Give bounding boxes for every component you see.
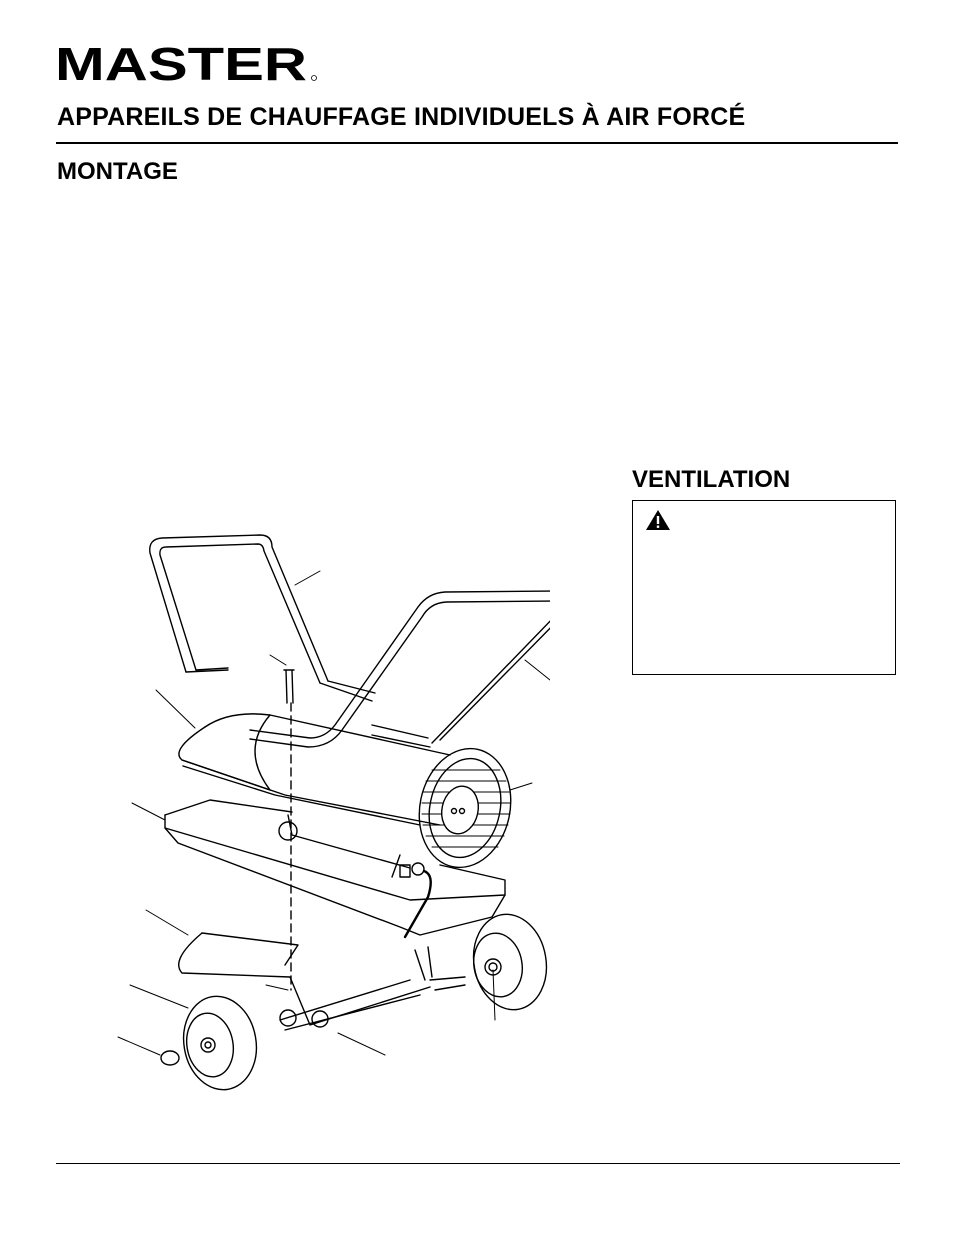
master-logo-mark [55, 40, 320, 86]
hub-cap [161, 1051, 179, 1065]
base-frame [179, 933, 465, 1030]
rear-handle [150, 535, 375, 701]
svg-text:MASTER: MASTER [55, 40, 307, 86]
footer-divider [56, 1163, 900, 1164]
master-logo [55, 40, 320, 86]
front-handle [250, 591, 550, 747]
right-wheel [466, 908, 550, 1015]
header-divider [56, 142, 898, 144]
heater-assembly-illustration [110, 525, 550, 1095]
warning-box [632, 500, 896, 675]
bolt [284, 670, 294, 703]
left-wheel [176, 990, 263, 1095]
callout-leaders [118, 571, 550, 1055]
warning-triangle-icon [645, 509, 671, 531]
section-heading-montage: MONTAGE [57, 158, 178, 185]
section-heading-ventilation: VENTILATION [632, 466, 791, 493]
document-title: APPAREILS DE CHAUFFAGE INDIVIDUELS À AIR FORCÉ [57, 103, 746, 131]
